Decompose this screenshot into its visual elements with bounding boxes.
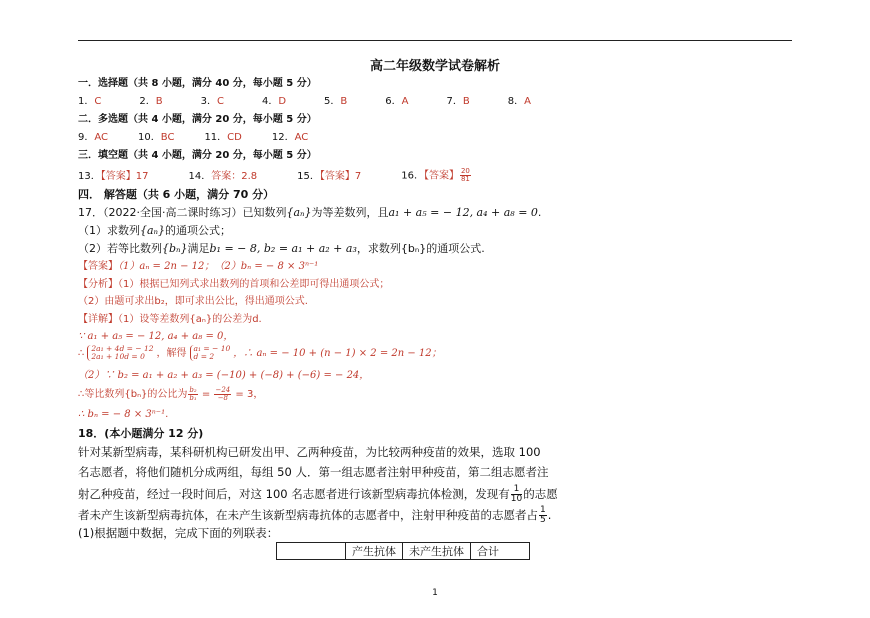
analysis-text-1: （1）根据已知列式求出数列的首项和公差即可得出通项公式； — [118, 279, 390, 290]
question-number: 6． — [385, 96, 402, 107]
fraction-denominator: 5 — [540, 515, 546, 525]
fraction-denominator: −8 — [217, 393, 229, 402]
fraction-numerator: 20 — [460, 167, 470, 175]
q18-line-3 — [78, 484, 558, 504]
answer-item — [204, 131, 241, 145]
answer-item — [447, 95, 470, 109]
table-header-cell — [277, 543, 346, 560]
question-number: 2． — [139, 96, 156, 107]
question-number: 1． — [78, 96, 95, 107]
q18-line-3-pre: 射乙种疫苗，经过一段时间后，对这 100 名志愿者进行该新型病毒抗体检测，发现有 — [78, 487, 510, 501]
answer-item — [385, 95, 408, 109]
answer-value: C — [216, 96, 224, 107]
answer-value: 【答案】17 — [100, 170, 149, 182]
question-number: 9． — [78, 132, 95, 143]
answer-value: 【答案】 — [423, 170, 459, 182]
q18-line-4 — [78, 505, 551, 525]
answer-16-fraction — [460, 168, 471, 183]
fraction-denominator: 10 — [510, 494, 523, 504]
section2-header: 二．多选题（共 4 小题，满分 20 分，每小题 5 分） — [78, 114, 317, 125]
section3-header: 三．填空题（共 4 小题，满分 20 分，每小题 5 分） — [78, 150, 317, 161]
detail-5-pre: ∴等比数列{bₙ}的公比为 — [78, 389, 188, 400]
equals-sign: = — [198, 389, 214, 400]
question-number: 12． — [271, 132, 295, 143]
answer-value: 【答案】7 — [319, 170, 362, 182]
q17-stem — [78, 206, 541, 220]
q17-detail-3 — [78, 344, 442, 364]
q17-stem-mid: 为等差数列，且 — [311, 206, 389, 219]
q17-stem-pre: 17．（2022·全国·高二课时练习）已知数列 — [78, 206, 287, 219]
system1-row1: 2a₁ + 4d = − 12 — [91, 344, 154, 353]
q17-part1-pre: （1）求数列 — [78, 224, 140, 237]
q17-part2-mid: 满足 — [187, 242, 210, 255]
answer-text: （1）aₙ = 2n − 12；（2）bₙ = − 8 × 3ⁿ⁻¹ — [118, 261, 319, 272]
analysis-tag: 【分析】 — [78, 279, 118, 290]
answer-item — [297, 170, 361, 184]
system1-row2: 2a₁ + 10d = 0 — [91, 352, 145, 361]
fraction-denominator: 81 — [460, 175, 470, 183]
system2-row1: a₁ = − 10 — [193, 344, 231, 353]
q17-detail-4: （2）∵ b₂ = a₁ + a₂ + a₃ = (−10) + (−8) + (−6) = − 24， — [78, 370, 370, 381]
question-number: 3． — [200, 96, 217, 107]
q18-header: 18．(本小题满分 12 分) — [78, 427, 204, 440]
question-number: 10． — [138, 132, 161, 143]
q17-detail-6: ∴ bₙ = − 8 × 3ⁿ⁻¹. — [78, 409, 169, 420]
question-number: 11． — [204, 132, 228, 143]
question-number: 4． — [261, 96, 279, 107]
q17-analysis-2: （2）由题可求出b₂，即可求出公比，得出通项公式. — [78, 296, 308, 307]
question-number: 16． — [401, 170, 424, 182]
page-title: 高二年级数学试卷解析 — [369, 59, 500, 74]
question-number: 7． — [446, 96, 463, 107]
question-number: 14． — [188, 170, 212, 182]
equation-system-2 — [190, 345, 231, 361]
detail-3-end: ，∴ aₙ = − 10 + (n − 1) × 2 = 2n − 12； — [233, 348, 442, 359]
q17-part1-end: 的通项公式； — [165, 224, 232, 237]
answer-value: D — [278, 96, 287, 107]
system2-row2: d = 2 — [193, 352, 215, 361]
q17-stem-end: . — [537, 206, 542, 219]
page-number: 1 — [432, 588, 438, 598]
answer-item — [138, 131, 174, 145]
table-header-cell: 产生抗体 — [346, 543, 403, 560]
answer-item — [78, 95, 101, 109]
answer-value: B — [462, 96, 470, 107]
q18-line-2: 名志愿者，将他们随机分成两组，每组 50 人．第一组志愿者注射甲种疫苗，第二组志愿者注 — [78, 465, 549, 479]
q17-part2-seq: {bₙ} — [162, 242, 188, 255]
detail-text-1: （1）设等差数列{aₙ}的公差为d. — [118, 314, 262, 325]
answer-value: B — [155, 96, 163, 107]
header-rule — [78, 40, 792, 41]
section1-header: 一．选择题（共 8 小题，满分 40 分，每小题 5 分） — [78, 78, 317, 89]
answer-value: C — [94, 96, 102, 107]
answer-item — [139, 95, 162, 109]
section1-answers — [78, 95, 569, 109]
q18-line-4-end: . — [547, 508, 552, 522]
answer-item — [78, 131, 108, 145]
fraction-numerator: −24 — [215, 385, 231, 394]
answer-value: CD — [227, 132, 242, 143]
answer-tag: 【答案】 — [78, 261, 118, 272]
q18-line-4-pre: 者未产生该新型病毒抗体，在未产生该新型病毒抗体的志愿者中，注射甲种疫苗的志愿者占 — [78, 508, 538, 522]
answer-item — [262, 95, 286, 109]
section4-header: 四． 解答题（共 6 小题，满分 70 分） — [78, 188, 275, 201]
q17-stem-seq: {aₙ} — [286, 206, 312, 219]
q17-part2 — [78, 242, 485, 256]
q17-detail-5 — [78, 386, 263, 404]
answer-value: B — [340, 96, 348, 107]
detail-3-mid: ，解得 — [156, 348, 187, 359]
answer-value: 答案：2.8 — [211, 170, 258, 182]
fraction-denominator: b₁ — [189, 393, 197, 402]
q17-analysis-1 — [78, 278, 389, 292]
q17-part1-seq: {aₙ} — [140, 224, 166, 237]
answer-item — [201, 95, 224, 109]
q18-line-3-end: 的志愿 — [523, 487, 558, 501]
q18-line-5: (1)根据题中数据，完成下面的列联表： — [78, 526, 279, 540]
q17-part1 — [78, 224, 231, 238]
fraction-one-tenth — [511, 485, 522, 504]
answer-value: AC — [94, 132, 109, 143]
q17-answer — [78, 260, 318, 274]
detail-tag: 【详解】 — [78, 314, 118, 325]
answer-value: BC — [160, 132, 175, 143]
fraction-one-fifth — [539, 506, 547, 525]
answer-value: AC — [294, 132, 309, 143]
q17-part2-cond: b₁ = − 8, b₂ = a₁ + a₂ + a₃ — [209, 242, 357, 255]
answer-item — [188, 170, 257, 184]
q18-line-1: 针对某新型病毒，某科研机构已研发出甲、乙两种疫苗，为比较两种疫苗的效果，选取 100 — [78, 445, 541, 459]
section3-answers — [78, 168, 512, 184]
answer-item — [324, 95, 347, 109]
question-number: 13． — [78, 170, 101, 182]
answer-value: A — [401, 96, 409, 107]
question-number: 15． — [297, 170, 320, 182]
q17-part2-end: ，求数列{bₙ}的通项公式. — [356, 242, 485, 255]
q17-stem-cond: a₁ + a₅ = − 12, a₄ + a₈ = 0 — [388, 206, 538, 219]
contingency-table — [276, 542, 530, 560]
answer-value: A — [524, 96, 531, 107]
therefore-symbol: ∴ — [78, 348, 85, 359]
detail-5-end: = 3， — [232, 389, 264, 400]
answer-item — [401, 168, 472, 184]
fraction-numerator: 1 — [540, 505, 546, 515]
question-number: 5． — [324, 96, 341, 107]
fraction-numerator: 1 — [511, 485, 522, 495]
q17-detail-2: ∵ a₁ + a₅ = − 12, a₄ + a₈ = 0， — [78, 331, 234, 342]
ratio-fraction-2 — [214, 387, 231, 402]
fraction-numerator: b₂ — [189, 385, 197, 394]
answer-item — [78, 170, 148, 184]
answer-item — [272, 131, 308, 145]
q17-part2-pre: （2）若等比数列 — [78, 242, 162, 255]
ratio-fraction-1 — [188, 387, 197, 402]
answer-item — [508, 95, 531, 109]
table-header-cell: 未产生抗体 — [403, 543, 471, 560]
table-header-cell: 合计 — [471, 543, 530, 560]
question-number: 8． — [507, 96, 525, 107]
equation-system-1 — [87, 345, 153, 361]
section2-answers — [78, 131, 338, 145]
q17-detail-1 — [78, 313, 262, 327]
table-header-row — [277, 543, 530, 560]
